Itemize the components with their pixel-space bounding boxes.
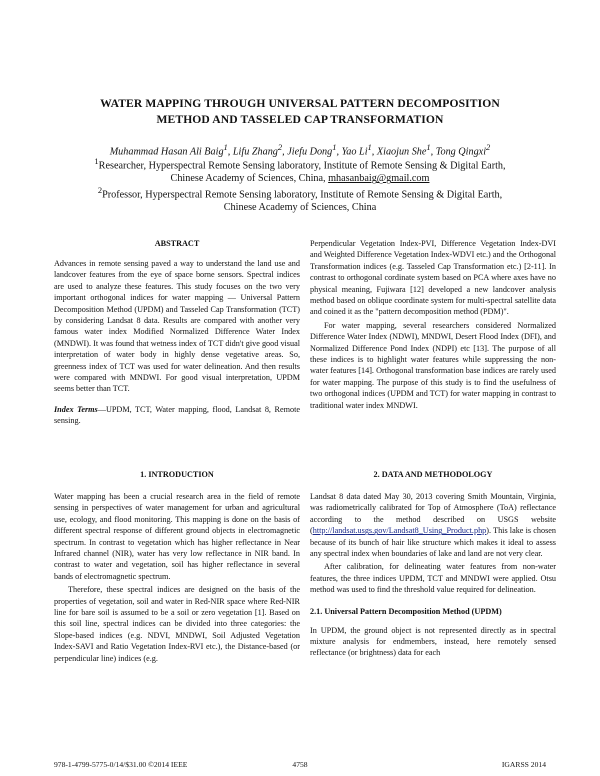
footer-page-number: 4758: [292, 760, 308, 769]
abstract-heading: ABSTRACT: [154, 239, 200, 248]
data-methodology-heading: 2. DATA AND METHODOLOGY: [373, 470, 493, 479]
affiliation-marker: 1: [94, 156, 99, 166]
index-terms-label: Index Terms: [54, 404, 98, 414]
paragraph-text: Landsat 8 data dated May 30, 2013 covering Smith Mountain, Virginia, was radiometrically calibrated for Top of Atmosphere (ToA) reflectance according to the method described on USGS website (: [310, 492, 556, 536]
data-methodology-section: [310, 469, 556, 659]
author-name: Muhammad Hasan Ali Baig: [109, 146, 224, 158]
title-line-1: WATER MAPPING THROUGH UNIVERSAL PATTERN DECOMPOSITION: [100, 97, 500, 110]
right-column-top: [310, 238, 556, 411]
affiliation-1: [40, 155, 560, 185]
affiliation-marker: 2: [97, 185, 103, 195]
introduction-heading: 1. INTRODUCTION: [140, 470, 214, 479]
affiliation-line: Chinese Academy of Sciences, China,: [170, 173, 329, 185]
index-terms: [54, 404, 300, 427]
author-affiliation-marker: 2: [277, 142, 283, 152]
index-terms-text: —UPDM, TCT, Water mapping, flood, Landsat 8, Remote sensing.: [54, 404, 300, 426]
author-affiliation-marker: 1: [367, 142, 372, 152]
usgs-link[interactable]: http://landsat.usgs.gov/Landsat8_Using_Product.php: [312, 526, 487, 536]
paragraph: After calibration, for delineating water features from non-water features, the three indices UPDM, TCT and MNDWI were applied. Otsu method was used to find the threshold value required for delineation.: [310, 562, 556, 595]
title-line-2: METHOD AND TASSELED CAP TRANSFORMATION: [156, 113, 444, 126]
affiliation-line: Chinese Academy of Sciences, China: [223, 202, 377, 214]
footer-conference: IGARSS 2014: [501, 760, 546, 769]
abstract-section: [54, 238, 300, 427]
affiliation-line: Researcher, Hyperspectral Remote Sensing laboratory, Institute of Remote Sensing & Digital Earth,: [98, 160, 506, 172]
paragraph: In UPDM, the ground object is not represented directly as in spectral mixture analysis for endmembers, instead, here remotely sensed reflectance (or brightness) data for each: [310, 625, 556, 658]
affiliation-2: [40, 184, 560, 214]
affiliation-line: Professor, Hyperspectral Remote Sensing laboratory, Institute of Remote Sensing & Digital Earth,: [102, 189, 503, 201]
author-affiliation-marker: 1: [332, 142, 337, 152]
footer-copyright: 978-1-4799-5775-0/14/$31.00 ©2014 IEEE: [54, 760, 188, 769]
paragraph: Water mapping has been a crucial research area in the field of remote sensing in perspectives of water management for urban and agricultural use, ecology, and flood monitoring. This mapping is done on the basis of different spectral response of different ground objects in electromagnetic spectrum. In contrast to vegetation which has higher reflectance in Near Infrared channel (NIR), water has very low reflectance in NIR band. In contrast to water and vegetation, soil has higher reflectance in several bands of electromagnetic spectrum.: [54, 492, 300, 581]
author-name: Yao Li: [341, 146, 368, 158]
paragraph: Therefore, these spectral indices are designed on the basis of the properties of vegetation, soil and water in Red-NIR space where Red-NIR line for bare soil is assumed to be a soil or zero vegetation [1]. Based on this soil line, spectral indices can be divided into three categories: the Slope-based indices (e.g. NDVI, MNDWI, Soil Adjusted Vegetation Index-SAVI and Ratio Vegetation Index-RVI etc.), the Distance-based (or perpendicular line) indices (e.g.: [54, 585, 300, 663]
author-name: Jiefu Dong: [287, 146, 333, 158]
author-name: Lifu Zhang: [232, 146, 278, 158]
paragraph: For water mapping, several researchers considered Normalized Difference Water Index (NDWI), MNDWI, Desert Flood Index (DFI), and Normalized Difference Pond Index (NDPI) etc [13]. The purpose of all these indices is to highlight water features while suppressing the non-water features [14]. Orthogonal transformation base indices are rarely used for water mapping. The purpose of this study is to find the usefulness of two orthogonal indices (UPDM and TCT) for water mapping in contrast to traditional water index MNDWI.: [310, 320, 556, 410]
paragraph-text: ). This lake is chosen because of its bunch of hair like structure which makes it ideal to assess any spectral index when boundaries of lake and land are not very clear.: [310, 526, 556, 559]
paper-title: [40, 96, 560, 128]
author-affiliation-marker: 1: [426, 142, 431, 152]
author-affiliation-marker: 1: [223, 142, 228, 152]
subsection-heading: 2.1. Universal Pattern Decomposition Method (UPDM): [310, 606, 502, 616]
paragraph: [310, 491, 556, 559]
abstract-text: Advances in remote sensing paved a way to understand the land use and landcover features from the eye of space borne sensors. Spectral indices are used to analyze these features. This study focuses on the two very important orthogonal indices for water mapping — Universal Pattern Decomposition Method (UPDM) and Tasseled Cap Transformation (TCT) by considering Landsat 8 data. Results are compared with another very famous water index Modified Normalized Difference Water Index (MNDWI). It was found that wetness index of TCT didn't give good visual interpretation of water body in highly dense vegetative areas. So, greenness index of TCT was used for water delineation. And then results were compared with MNDWI. For good visual interpretation, UPDM seems better than TCT.: [54, 259, 300, 394]
author-name: Xiaojun She: [376, 146, 427, 158]
author-name: Tong Qingxi: [435, 146, 487, 158]
introduction-section: [54, 469, 300, 664]
author-email-link[interactable]: mhasanbaig@gmail.com: [328, 173, 430, 185]
paragraph: Perpendicular Vegetation Index-PVI, Difference Vegetation Index-DVI and Weighted Difference Vegetation Index-WDVI etc.) and the Orthogonal Transformation indices (e.g. Tasseled Cap Transformation etc.) [2-11]. In contrast to orthogonal cordinate system based on PCA where axes have no physical meaning, Fujiwara [12] developed a new landcover analysis method based on oblique coordinate system for multi-spectral satellite data and coined it as the "pattern decomposition method (PDM)".: [310, 239, 557, 317]
author-affiliation-marker: 2: [486, 142, 491, 152]
author-list: Muhammad Hasan Ali Baig$^1$, Lifu Zhang$^2$, Jiefu Dong$^1$, Yao Li$^1$, Xiaojun She$^1$, Tong Qingxi$^2$: [109, 142, 491, 158]
